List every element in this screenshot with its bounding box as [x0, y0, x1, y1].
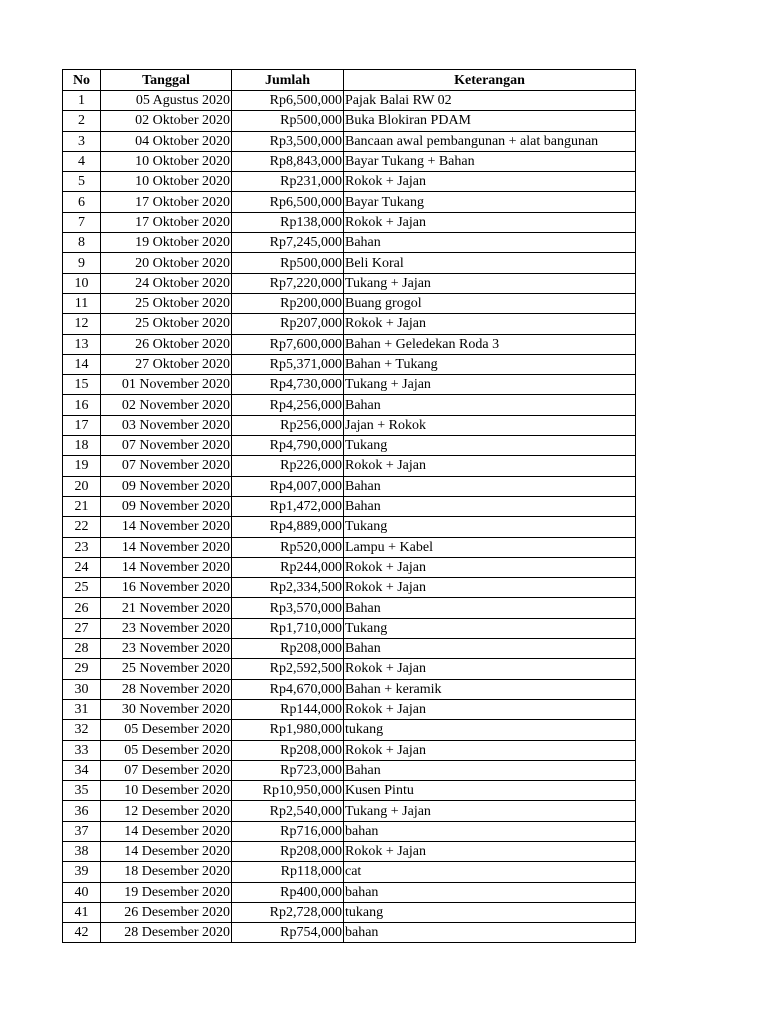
- cell-amount: Rp4,730,000: [232, 375, 344, 395]
- cell-description: cat: [344, 862, 636, 882]
- cell-date: 18 Desember 2020: [101, 862, 232, 882]
- cell-no: 28: [63, 639, 101, 659]
- cell-no: 20: [63, 476, 101, 496]
- cell-description: Bayar Tukang + Bahan: [344, 151, 636, 171]
- cell-no: 39: [63, 862, 101, 882]
- cell-amount: Rp2,592,500: [232, 659, 344, 679]
- cell-description: Rokok + Jajan: [344, 578, 636, 598]
- table-row: [63, 902, 636, 922]
- cell-no: 4: [63, 151, 101, 171]
- cell-description: tukang: [344, 902, 636, 922]
- cell-description: Tukang: [344, 618, 636, 638]
- cell-no: 7: [63, 212, 101, 232]
- cell-no: 11: [63, 293, 101, 313]
- cell-amount: Rp4,889,000: [232, 517, 344, 537]
- cell-description: Bahan: [344, 760, 636, 780]
- cell-no: 23: [63, 537, 101, 557]
- cell-no: 9: [63, 253, 101, 273]
- cell-description: Bahan: [344, 496, 636, 516]
- cell-no: 38: [63, 841, 101, 861]
- cell-description: Bahan + keramik: [344, 679, 636, 699]
- cell-amount: Rp500,000: [232, 111, 344, 131]
- table-row: [63, 821, 636, 841]
- cell-date: 07 November 2020: [101, 436, 232, 456]
- cell-description: Tukang: [344, 436, 636, 456]
- cell-description: Lampu + Kabel: [344, 537, 636, 557]
- table-row: [63, 253, 636, 273]
- cell-description: Kusen Pintu: [344, 781, 636, 801]
- cell-description: Rokok + Jajan: [344, 212, 636, 232]
- cell-description: Buang grogol: [344, 293, 636, 313]
- cell-no: 34: [63, 760, 101, 780]
- cell-amount: Rp4,007,000: [232, 476, 344, 496]
- cell-amount: Rp7,245,000: [232, 233, 344, 253]
- table-row: [63, 375, 636, 395]
- table-row: [63, 862, 636, 882]
- cell-no: 26: [63, 598, 101, 618]
- cell-date: 26 Desember 2020: [101, 902, 232, 922]
- cell-amount: Rp1,472,000: [232, 496, 344, 516]
- cell-no: 18: [63, 436, 101, 456]
- cell-description: Bancaan awal pembangunan + alat bangunan: [344, 131, 636, 151]
- cell-amount: Rp7,220,000: [232, 273, 344, 293]
- table-row: [63, 151, 636, 171]
- cell-date: 26 Oktober 2020: [101, 334, 232, 354]
- cell-description: Tukang + Jajan: [344, 801, 636, 821]
- cell-description: Rokok + Jajan: [344, 740, 636, 760]
- cell-amount: Rp208,000: [232, 841, 344, 861]
- cell-description: Bahan + Geledekan Roda 3: [344, 334, 636, 354]
- table-row: [63, 233, 636, 253]
- cell-no: 37: [63, 821, 101, 841]
- cell-amount: Rp3,570,000: [232, 598, 344, 618]
- cell-date: 14 Desember 2020: [101, 821, 232, 841]
- cell-description: Tukang + Jajan: [344, 375, 636, 395]
- table-row: [63, 578, 636, 598]
- cell-no: 6: [63, 192, 101, 212]
- cell-no: 36: [63, 801, 101, 821]
- cell-no: 17: [63, 415, 101, 435]
- cell-date: 14 November 2020: [101, 517, 232, 537]
- cell-description: Bayar Tukang: [344, 192, 636, 212]
- cell-amount: Rp716,000: [232, 821, 344, 841]
- cell-no: 14: [63, 354, 101, 374]
- cell-date: 14 Desember 2020: [101, 841, 232, 861]
- cell-no: 2: [63, 111, 101, 131]
- table-row: [63, 841, 636, 861]
- cell-date: 19 Oktober 2020: [101, 233, 232, 253]
- cell-date: 14 November 2020: [101, 557, 232, 577]
- cell-date: 14 November 2020: [101, 537, 232, 557]
- cell-no: 13: [63, 334, 101, 354]
- table-row: [63, 314, 636, 334]
- cell-description: Jajan + Rokok: [344, 415, 636, 435]
- cell-description: Tukang + Jajan: [344, 273, 636, 293]
- header-date: Tanggal: [101, 70, 232, 91]
- cell-no: 40: [63, 882, 101, 902]
- table-row: [63, 415, 636, 435]
- table-row: [63, 598, 636, 618]
- cell-no: 19: [63, 456, 101, 476]
- table-row: [63, 923, 636, 943]
- cell-amount: Rp256,000: [232, 415, 344, 435]
- cell-amount: Rp2,540,000: [232, 801, 344, 821]
- cell-no: 32: [63, 720, 101, 740]
- cell-date: 17 Oktober 2020: [101, 192, 232, 212]
- table-row: [63, 720, 636, 740]
- table-row: [63, 91, 636, 111]
- cell-no: 22: [63, 517, 101, 537]
- cell-no: 15: [63, 375, 101, 395]
- cell-amount: Rp5,371,000: [232, 354, 344, 374]
- cell-no: 10: [63, 273, 101, 293]
- table-row: [63, 801, 636, 821]
- cell-date: 20 Oktober 2020: [101, 253, 232, 273]
- cell-no: 25: [63, 578, 101, 598]
- cell-amount: Rp138,000: [232, 212, 344, 232]
- cell-date: 17 Oktober 2020: [101, 212, 232, 232]
- table-row: [63, 537, 636, 557]
- cell-amount: Rp8,843,000: [232, 151, 344, 171]
- table-row: [63, 639, 636, 659]
- cell-date: 28 Desember 2020: [101, 923, 232, 943]
- header-amount: Jumlah: [232, 70, 344, 91]
- cell-date: 24 Oktober 2020: [101, 273, 232, 293]
- table-row: [63, 111, 636, 131]
- table-row: [63, 882, 636, 902]
- cell-date: 04 Oktober 2020: [101, 131, 232, 151]
- cell-amount: Rp144,000: [232, 699, 344, 719]
- table-row: [63, 212, 636, 232]
- header-row: [63, 70, 636, 91]
- cell-date: 01 November 2020: [101, 375, 232, 395]
- cell-amount: Rp6,500,000: [232, 192, 344, 212]
- cell-description: Beli Koral: [344, 253, 636, 273]
- cell-date: 09 November 2020: [101, 496, 232, 516]
- cell-date: 25 November 2020: [101, 659, 232, 679]
- cell-amount: Rp244,000: [232, 557, 344, 577]
- table-row: [63, 496, 636, 516]
- table-row: [63, 293, 636, 313]
- cell-description: Rokok + Jajan: [344, 699, 636, 719]
- table-row: [63, 679, 636, 699]
- cell-no: 42: [63, 923, 101, 943]
- table-row: [63, 192, 636, 212]
- cell-amount: Rp1,710,000: [232, 618, 344, 638]
- cell-description: Rokok + Jajan: [344, 172, 636, 192]
- cell-no: 16: [63, 395, 101, 415]
- cell-amount: Rp208,000: [232, 639, 344, 659]
- cell-date: 02 Oktober 2020: [101, 111, 232, 131]
- cell-amount: Rp118,000: [232, 862, 344, 882]
- cell-amount: Rp1,980,000: [232, 720, 344, 740]
- cell-amount: Rp754,000: [232, 923, 344, 943]
- cell-no: 8: [63, 233, 101, 253]
- cell-amount: Rp3,500,000: [232, 131, 344, 151]
- cell-amount: Rp207,000: [232, 314, 344, 334]
- cell-amount: Rp208,000: [232, 740, 344, 760]
- cell-no: 12: [63, 314, 101, 334]
- cell-description: tukang: [344, 720, 636, 740]
- cell-amount: Rp400,000: [232, 882, 344, 902]
- table-row: [63, 760, 636, 780]
- cell-date: 23 November 2020: [101, 639, 232, 659]
- table-row: [63, 699, 636, 719]
- table-row: [63, 456, 636, 476]
- table-row: [63, 618, 636, 638]
- cell-amount: Rp723,000: [232, 760, 344, 780]
- cell-description: bahan: [344, 821, 636, 841]
- header-description: Keterangan: [344, 70, 636, 91]
- cell-no: 24: [63, 557, 101, 577]
- cell-date: 02 November 2020: [101, 395, 232, 415]
- table-row: [63, 354, 636, 374]
- cell-date: 10 Oktober 2020: [101, 172, 232, 192]
- cell-amount: Rp4,256,000: [232, 395, 344, 415]
- cell-description: Bahan: [344, 476, 636, 496]
- header-no: No: [63, 70, 101, 91]
- cell-description: Pajak Balai RW 02: [344, 91, 636, 111]
- cell-amount: Rp4,790,000: [232, 436, 344, 456]
- cell-date: 19 Desember 2020: [101, 882, 232, 902]
- cell-date: 25 Oktober 2020: [101, 293, 232, 313]
- cell-date: 07 November 2020: [101, 456, 232, 476]
- table-row: [63, 557, 636, 577]
- table-row: [63, 659, 636, 679]
- cell-description: Bahan: [344, 395, 636, 415]
- cell-date: 03 November 2020: [101, 415, 232, 435]
- table-row: [63, 740, 636, 760]
- cell-amount: Rp200,000: [232, 293, 344, 313]
- cell-description: Rokok + Jajan: [344, 314, 636, 334]
- table-body: [63, 91, 636, 943]
- cell-no: 27: [63, 618, 101, 638]
- cell-date: 25 Oktober 2020: [101, 314, 232, 334]
- expense-sheet: [62, 69, 635, 943]
- cell-date: 05 Desember 2020: [101, 720, 232, 740]
- cell-date: 10 Oktober 2020: [101, 151, 232, 171]
- cell-amount: Rp4,670,000: [232, 679, 344, 699]
- cell-amount: Rp2,728,000: [232, 902, 344, 922]
- cell-no: 5: [63, 172, 101, 192]
- cell-no: 21: [63, 496, 101, 516]
- cell-date: 30 November 2020: [101, 699, 232, 719]
- cell-date: 12 Desember 2020: [101, 801, 232, 821]
- cell-date: 27 Oktober 2020: [101, 354, 232, 374]
- cell-description: Rokok + Jajan: [344, 841, 636, 861]
- cell-no: 41: [63, 902, 101, 922]
- table-row: [63, 476, 636, 496]
- table-row: [63, 334, 636, 354]
- cell-no: 29: [63, 659, 101, 679]
- cell-amount: Rp231,000: [232, 172, 344, 192]
- cell-date: 05 Desember 2020: [101, 740, 232, 760]
- cell-amount: Rp2,334,500: [232, 578, 344, 598]
- cell-no: 3: [63, 131, 101, 151]
- cell-description: Tukang: [344, 517, 636, 537]
- cell-date: 23 November 2020: [101, 618, 232, 638]
- table-row: [63, 517, 636, 537]
- cell-amount: Rp6,500,000: [232, 91, 344, 111]
- cell-no: 30: [63, 679, 101, 699]
- cell-amount: Rp520,000: [232, 537, 344, 557]
- cell-date: 21 November 2020: [101, 598, 232, 618]
- cell-amount: Rp500,000: [232, 253, 344, 273]
- cell-description: Bahan: [344, 639, 636, 659]
- cell-amount: Rp226,000: [232, 456, 344, 476]
- cell-description: Rokok + Jajan: [344, 456, 636, 476]
- cell-amount: Rp7,600,000: [232, 334, 344, 354]
- cell-description: Bahan: [344, 233, 636, 253]
- cell-description: Rokok + Jajan: [344, 659, 636, 679]
- cell-description: bahan: [344, 923, 636, 943]
- table-row: [63, 273, 636, 293]
- cell-description: Rokok + Jajan: [344, 557, 636, 577]
- cell-no: 33: [63, 740, 101, 760]
- cell-no: 1: [63, 91, 101, 111]
- cell-date: 10 Desember 2020: [101, 781, 232, 801]
- cell-date: 07 Desember 2020: [101, 760, 232, 780]
- cell-no: 35: [63, 781, 101, 801]
- cell-date: 16 November 2020: [101, 578, 232, 598]
- table-row: [63, 436, 636, 456]
- cell-date: 09 November 2020: [101, 476, 232, 496]
- cell-date: 05 Agustus 2020: [101, 91, 232, 111]
- cell-no: 31: [63, 699, 101, 719]
- cell-amount: Rp10,950,000: [232, 781, 344, 801]
- cell-date: 28 November 2020: [101, 679, 232, 699]
- cell-description: Buka Blokiran PDAM: [344, 111, 636, 131]
- expense-table: [62, 69, 636, 943]
- table-row: [63, 395, 636, 415]
- table-row: [63, 781, 636, 801]
- cell-description: bahan: [344, 882, 636, 902]
- cell-description: Bahan + Tukang: [344, 354, 636, 374]
- cell-description: Bahan: [344, 598, 636, 618]
- table-row: [63, 172, 636, 192]
- table-row: [63, 131, 636, 151]
